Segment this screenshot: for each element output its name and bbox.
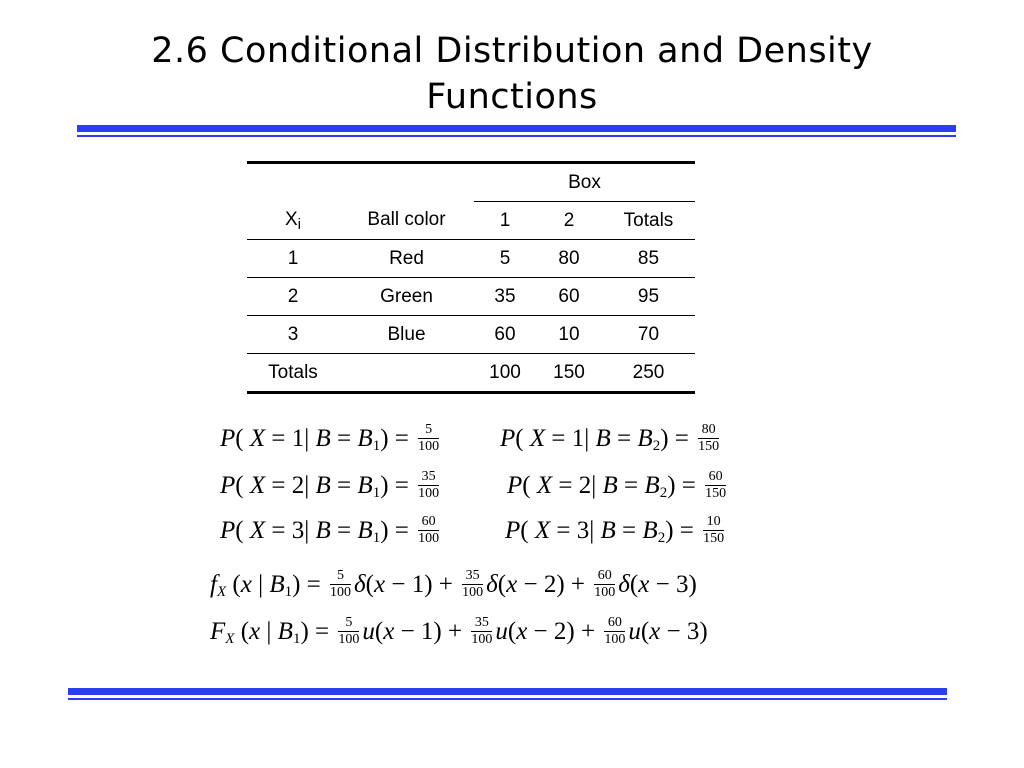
- fraction: $\frac{35}{100}$: [462, 567, 484, 600]
- top-rule-thin: [77, 135, 956, 137]
- top-rule-thick: [77, 125, 956, 132]
- cond-prob-x1-b2: P( X = 1| $B = B_2$) = $\frac{80}{150}$: [500, 421, 720, 454]
- table-totals-row: Totals 100 150 250: [247, 354, 695, 393]
- fraction: $\frac{35}{100}$: [471, 614, 493, 647]
- fraction: $\frac{5}{100}$: [418, 421, 440, 454]
- table-group-header-row: [247, 163, 695, 202]
- fraction: $\frac{10}{150}$: [703, 513, 725, 546]
- bottom-rule-thick: [68, 688, 947, 695]
- box2-header: 2: [536, 202, 602, 240]
- conditional-density-equation: $f_X$ (x | $B_1$) = $\frac{5}{100}$ δ(x − 1) + $\frac{35}{100}$ δ(x − 2) + $\frac{60}{100}$ δ(x − 3): [210, 567, 697, 600]
- fraction: $\frac{5}{100}$: [330, 567, 352, 600]
- fraction: $\frac{60}{100}$: [594, 567, 616, 600]
- fraction: $\frac{35}{100}$: [418, 468, 440, 501]
- box-ball-table: [247, 161, 695, 394]
- box1-header: 1: [474, 202, 536, 240]
- bottom-rule-thin: [68, 698, 947, 700]
- title-line-2: Functions: [426, 77, 598, 117]
- conditional-distribution-equation: $F_X$ (x | $B_1$) = $\frac{5}{100}$ u(x − 1) + $\frac{35}{100}$ u(x − 2) + $\frac{60}{100}$ u(x − 3): [210, 614, 708, 647]
- fraction: $\frac{60}{100}$: [604, 614, 626, 647]
- ball-color-header: Ball color: [339, 202, 474, 240]
- xi-header: $X_i$: [247, 202, 339, 240]
- cond-prob-x3-b1: P( X = 3| $B = B_1$) = $\frac{60}{100}$: [220, 513, 440, 546]
- table-row: 1 Red 5 80 85: [247, 240, 695, 278]
- title-line-1: 2.6 Conditional Distribution and Density: [151, 31, 873, 71]
- table-row: 2 Green 35 60 95: [247, 278, 695, 316]
- cond-prob-x3-b2: P( X = 3| $B = B_2$) = $\frac{10}{150}$: [505, 513, 725, 546]
- fraction: $\frac{5}{100}$: [338, 614, 360, 647]
- cond-prob-x1-b1: P( X = 1| $B = B_1$) = $\frac{5}{100}$: [220, 421, 440, 454]
- cond-prob-x2-b1: P( X = 2| $B = B_1$) = $\frac{35}{100}$: [220, 468, 440, 501]
- fraction: $\frac{60}{100}$: [418, 513, 440, 546]
- fraction: $\frac{60}{150}$: [705, 468, 727, 501]
- box-header: Box: [474, 163, 695, 202]
- totals-header: Totals: [602, 202, 695, 240]
- fraction: $\frac{80}{150}$: [698, 421, 720, 454]
- cond-prob-x2-b2: P( X = 2| $B = B_2$) = $\frac{60}{150}$: [507, 468, 727, 501]
- table-header-row: [247, 202, 695, 240]
- slide-title: [0, 28, 1024, 120]
- table-row: 3 Blue 60 10 70: [247, 316, 695, 354]
